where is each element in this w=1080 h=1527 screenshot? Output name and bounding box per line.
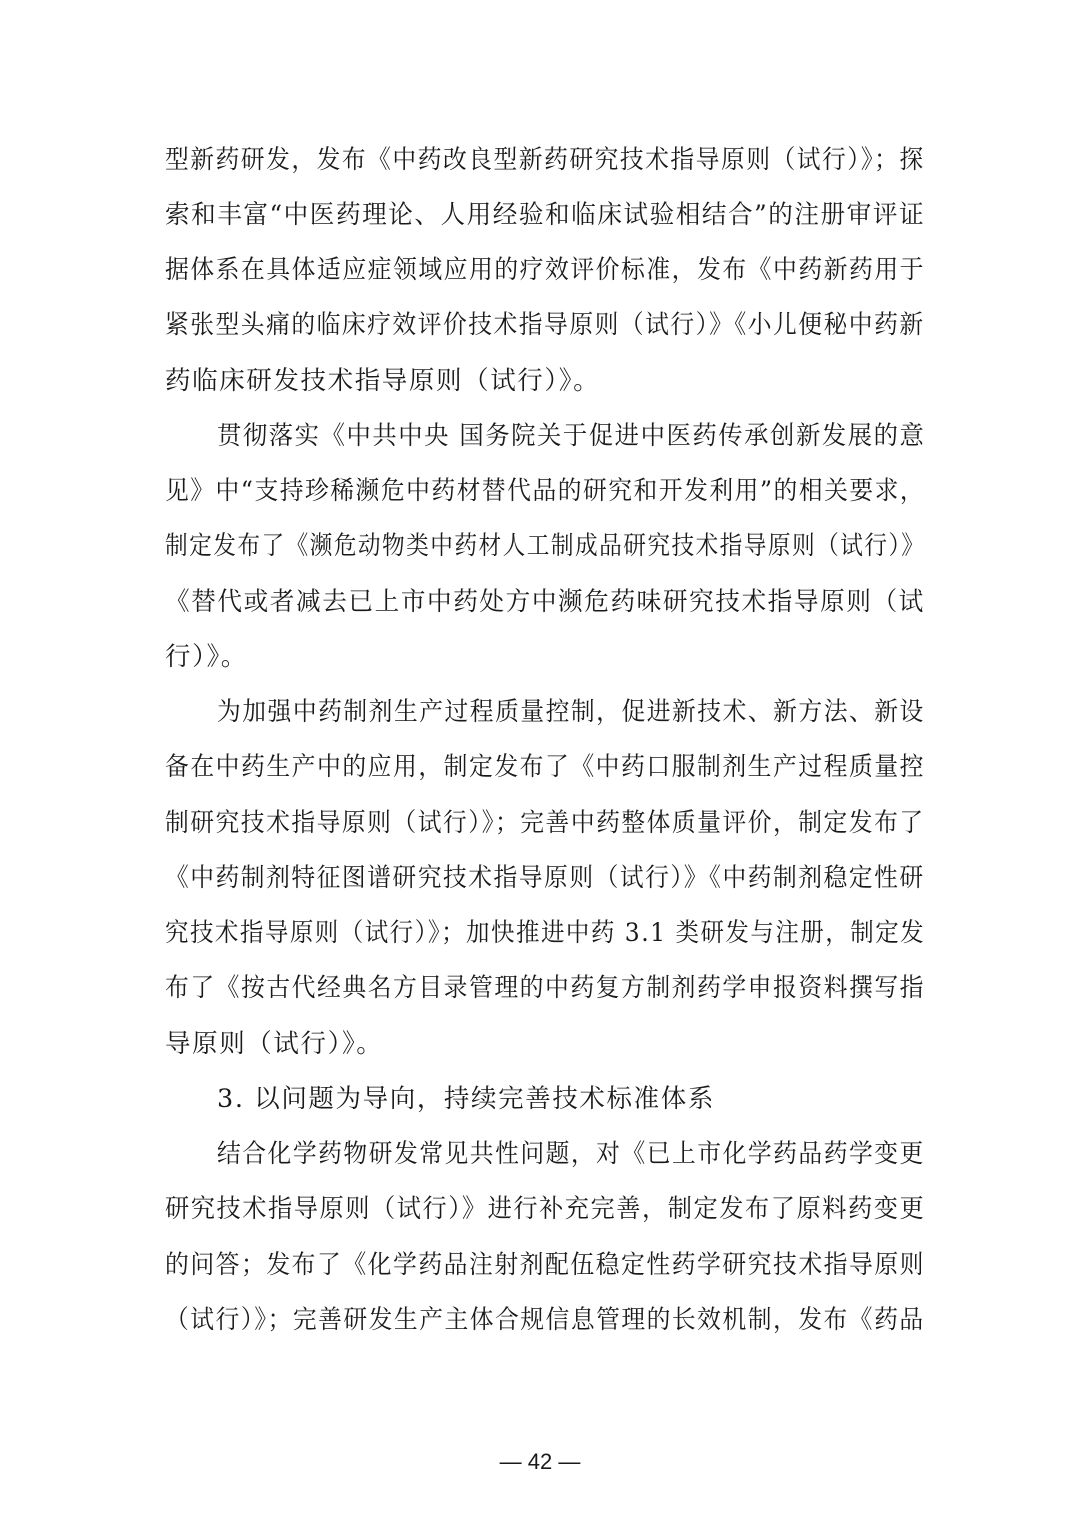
text-line: 备在中药生产中的应用，制定发布了《中药口服制剂生产过程质量控 (165, 752, 926, 782)
text-line: 制研究技术指导原则（试行）》；完善中药整体质量评价，制定发布了 (165, 808, 925, 838)
section-heading: 3. 以问题为导向，持续完善技术标准体系 (217, 1084, 715, 1114)
text-line: 索和丰富“中医药理论、人用经验和临床试验相结合”的注册审评证 (165, 200, 926, 230)
text-line: 制定发布了《濒危动物类中药材人工制成品研究技术指导原则（试行）》 (165, 531, 926, 561)
text-line: 导原则（试行）》。 (165, 1029, 384, 1059)
text-line: 行）》。 (165, 642, 248, 672)
text-line: 究技术指导原则（试行）》；加快推进中药 3.1 类研发与注册，制定发 (165, 918, 926, 948)
text-line: 紧张型头痛的临床疗效评价技术指导原则（试行）》《小儿便秘中药新 (165, 310, 925, 340)
text-line: 型新药研发，发布《中药改良型新药研究技术指导原则（试行）》；探 (165, 145, 925, 175)
page-number: — 42 — (499, 1449, 581, 1474)
paragraph-first-line: 贯彻落实《中共中央 国务院关于促进中医药传承创新发展的意 (217, 421, 926, 451)
text-line: 据体系在具体适应症领域应用的疗效评价标准，发布《中药新药用于 (165, 255, 926, 285)
text-line: （试行）》；完善研发生产主体合规信息管理的长效机制，发布《药品 (165, 1305, 925, 1335)
paragraph-first-line: 为加强中药制剂生产过程质量控制，促进新技术、新方法、新设 (217, 697, 925, 727)
text-line: 的问答；发布了《化学药品注射剂配伍稳定性药学研究技术指导原则 (165, 1250, 926, 1280)
text-line: 研究技术指导原则（试行）》进行补充完善，制定发布了原料药变更 (165, 1194, 926, 1224)
text-line: 《替代或者减去已上市中药处方中濒危药味研究技术指导原则（试 (165, 587, 925, 617)
text-line: 见》中“支持珍稀濒危中药材替代品的研究和开发利用”的相关要求， (165, 476, 926, 506)
text-line: 药临床研发技术指导原则（试行）》。 (165, 366, 601, 396)
text-line: 《中药制剂特征图谱研究技术指导原则（试行）》《中药制剂稳定性研 (165, 863, 925, 893)
paragraph-first-line: 结合化学药物研发常见共性问题，对《已上市化学药品药学变更 (217, 1139, 925, 1169)
text-line: 布了《按古代经典名方目录管理的中药复方制剂药学申报资料撰写指 (165, 973, 926, 1003)
